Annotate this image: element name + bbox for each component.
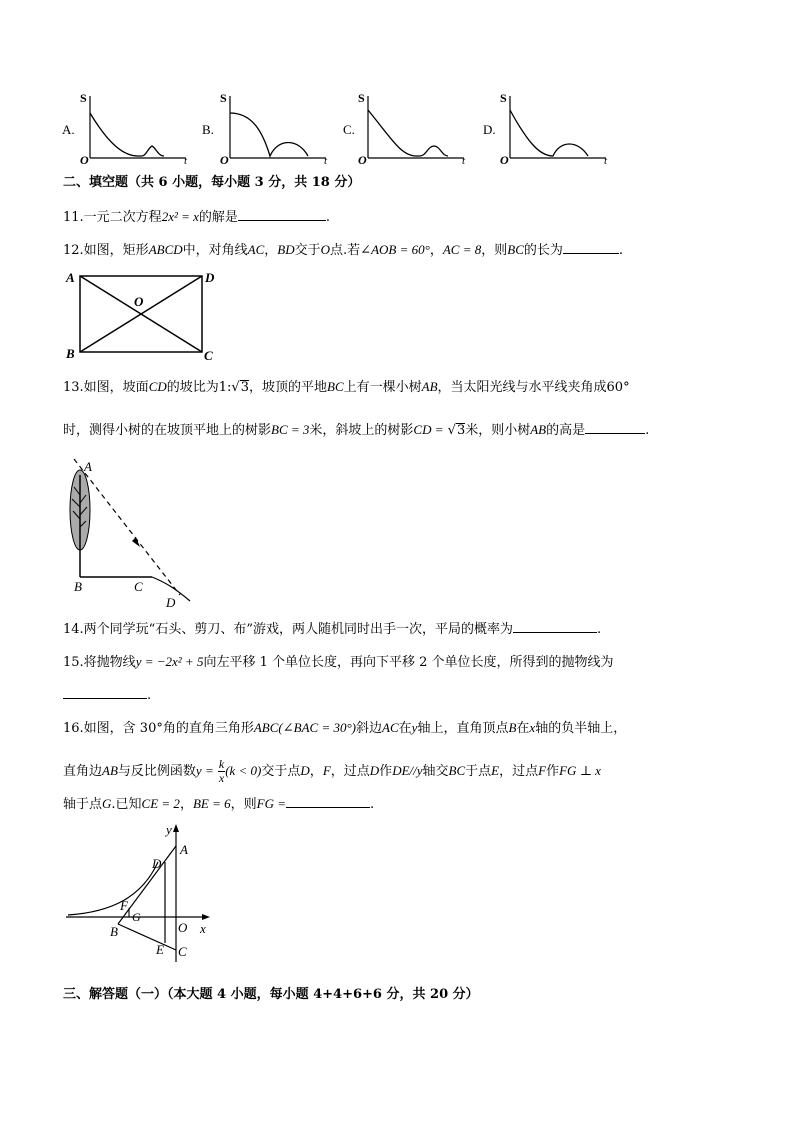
svg-text:E: E (156, 942, 164, 957)
svg-text:A: A (84, 459, 92, 474)
answer-blank[interactable] (63, 686, 147, 699)
option-a-graph (78, 88, 190, 166)
figure-16-coordinate-diagram (62, 822, 218, 966)
svg-text:S: S (358, 91, 365, 105)
svg-text:B: B (110, 924, 118, 939)
svg-text:F: F (120, 898, 128, 913)
svg-text:x: x (200, 921, 206, 936)
question-16-line-3: 轴于点G.已知CE = 2，BE = 6，则FG = . (63, 796, 375, 812)
option-b-graph (218, 88, 330, 166)
svg-text:t: t (604, 155, 608, 166)
svg-text:C: C (204, 348, 213, 363)
question-13-line-2: 时，测得小树的在坡顶平地上的树影BC = 3米，斜坡上的树影CD = √3米，则小树AB的高是 . (63, 422, 650, 438)
svg-text:B: B (66, 346, 75, 361)
answer-blank[interactable] (513, 620, 597, 633)
svg-text:A: A (66, 270, 75, 285)
answer-blank[interactable] (238, 208, 326, 221)
question-14: 14.两个同学玩“石头、剪刀、布”游戏，两人随机同时出手一次，平局的概率为 . (63, 622, 602, 637)
svg-text:S: S (500, 91, 507, 105)
question-16-line-1: 16.如图，含 30°角的直角三角形ABC(∠BAC = 30°)斜边AC在y轴上，直角顶点B在x轴的负半轴上， (63, 720, 627, 736)
option-c-graph (356, 88, 468, 166)
answer-blank[interactable] (286, 795, 370, 808)
svg-text:O: O (220, 153, 229, 166)
svg-text:O: O (358, 153, 367, 166)
question-16-line-2: 直角边AB与反比例函数y = $\frac{k}{x}$ (k < 0)交于点D，F，过点D作DE//y轴交BC于点E，过点F作FG ⊥ x (63, 757, 601, 785)
section-2-title: 二、填空题（共 6 小题，每小题 3 分，共 18 分） (63, 175, 361, 190)
svg-text:S: S (80, 91, 87, 105)
answer-blank[interactable] (563, 241, 619, 254)
svg-text:O: O (80, 153, 89, 166)
option-d-label: D. (483, 122, 496, 137)
svg-text:C: C (178, 944, 187, 959)
svg-text:O: O (134, 294, 144, 309)
svg-text:D: D (205, 270, 215, 285)
option-d-graph (498, 88, 610, 166)
section-3-title: 三、解答题（一）（本大题 4 小题，每小题 4+4+6+6 分，共 20 分） (63, 987, 479, 1002)
svg-text:C: C (134, 579, 143, 594)
svg-text:O: O (178, 920, 188, 935)
figure-12-rectangle (62, 266, 222, 364)
svg-text:S: S (220, 91, 227, 105)
question-11: 11.一元二次方程2x² = x的解是 . (63, 209, 331, 225)
answer-blank[interactable] (585, 421, 645, 434)
svg-text:t: t (462, 155, 466, 166)
question-12: 12.如图，矩形ABCD中，对角线AC，BD交于O点.若∠AOB = 60°，AC = 8，则BC的长为 . (63, 242, 624, 258)
question-15: 15.将抛物线y = −2x² + 5向左平移 1 个单位长度，再向下平移 2 个单位长度，所得到的抛物线为 (63, 654, 614, 670)
svg-text:D: D (152, 856, 162, 871)
svg-text:y: y (166, 822, 172, 837)
option-a-label: A. (62, 122, 75, 137)
svg-text:B: B (74, 579, 82, 594)
svg-text:t: t (324, 155, 328, 166)
option-b-label: B. (202, 122, 214, 137)
svg-text:G: G (132, 910, 141, 924)
figure-13-tree-slope (62, 455, 192, 610)
option-c-label: C. (343, 122, 355, 137)
svg-text:O: O (500, 153, 509, 166)
svg-text:D: D (166, 595, 176, 610)
svg-text:A: A (180, 842, 188, 857)
svg-text:t: t (184, 155, 188, 166)
question-13-line-1: 13.如图，坡面CD的坡比为1:√3，坡顶的平地BC上有一棵小树AB，当太阳光线与水平线夹角成60° (63, 379, 630, 395)
question-15-answer-line: . (63, 686, 151, 705)
